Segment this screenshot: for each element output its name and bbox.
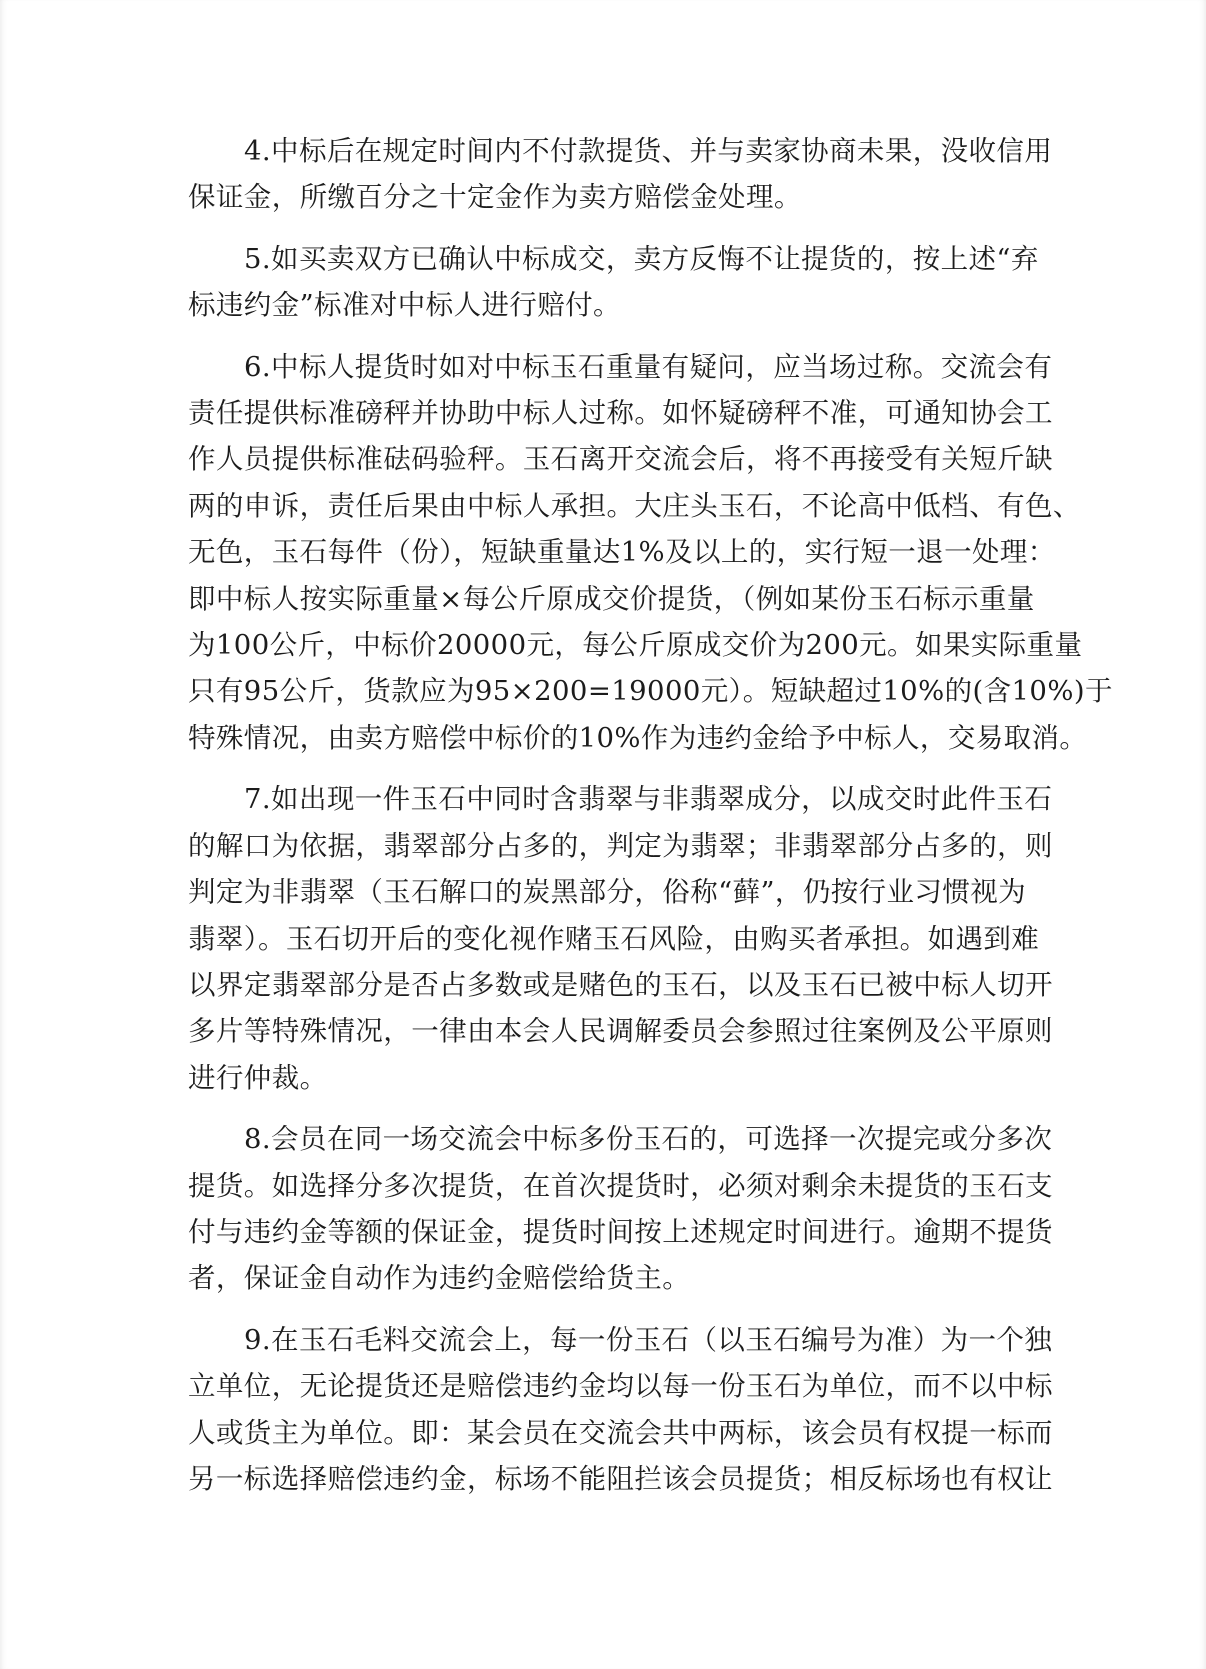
text-line: 以界定翡翠部分是否占多数或是赌色的玉石，以及玉石已被中标人切开 (188, 968, 1053, 1001)
text-line: 为100公斤，中标价20000元，每公斤原成交价为200元。如果实际重量 (188, 629, 1083, 662)
text-line: 者，保证金自动作为违约金赔偿给货主。 (188, 1262, 691, 1295)
paragraph-9 (188, 1317, 1053, 1503)
text-line: 立单位，无论提货还是赔偿违约金均以每一份玉石为单位，而不以中标 (188, 1370, 1053, 1403)
text-line: 7.如出现一件玉石中同时含翡翠与非翡翠成分，以成交时此件玉石 (244, 783, 1053, 816)
text-line: 的解口为依据，翡翠部分占多的，判定为翡翠；非翡翠部分占多的，则 (188, 829, 1053, 862)
text-line: 另一标选择赔偿违约金，标场不能阻拦该会员提货；相反标场也有权让 (188, 1462, 1053, 1495)
text-line: 标违约金”标准对中标人进行赔付。 (188, 289, 621, 322)
text-line: 进行仲裁。 (188, 1061, 328, 1094)
text-line: 5.如买卖双方已确认中标成交，卖方反悔不让提货的，按上述“弃 (244, 242, 1039, 275)
text-line: 作人员提供标准砝码验秤。玉石离开交流会后，将不再接受有关短斤缺 (188, 443, 1053, 476)
text-line: 人或货主为单位。即：某会员在交流会共中两标，该会员有权提一标而 (188, 1416, 1053, 1449)
document-body (188, 128, 1113, 1517)
text-line: 翡翠）。玉石切开后的变化视作赌玉石风险，由购买者承担。如遇到难 (188, 922, 1040, 955)
text-line: 付与违约金等额的保证金，提货时间按上述规定时间进行。逾期不提货 (188, 1215, 1053, 1248)
text-line: 保证金，所缴百分之十定金作为卖方赔偿金处理。 (188, 181, 802, 214)
text-line: 只有95公斤，货款应为95×200=19000元）。短缺超过10%的(含10%)于 (188, 675, 1113, 708)
text-line: 判定为非翡翠（玉石解口的炭黑部分，俗称“藓”，仍按行业习惯视为 (188, 876, 1027, 909)
text-line: 多片等特殊情况，一律由本会人民调解委员会参照过往案例及公平原则 (188, 1015, 1053, 1048)
paragraph-5 (188, 236, 1039, 329)
paragraph-4 (188, 128, 1053, 221)
text-line: 即中标人按实际重量×每公斤原成交价提货，（例如某份玉石标示重量 (188, 582, 1035, 615)
paragraph-6 (188, 344, 1113, 762)
text-line: 4.中标后在规定时间内不付款提货、并与卖家协商未果，没收信用 (244, 135, 1053, 167)
text-line: 特殊情况，由卖方赔偿中标价的10%作为违约金给予中标人，交易取消。 (188, 721, 1088, 754)
paragraph-7 (188, 776, 1053, 1101)
text-line: 无色，玉石每件（份），短缺重量达1%及以上的，实行短一退一处理： (188, 536, 1056, 569)
text-line: 6.中标人提货时如对中标玉石重量有疑问，应当场过称。交流会有 (244, 350, 1053, 383)
paragraph-8 (188, 1116, 1053, 1302)
text-line: 提货。如选择分多次提货，在首次提货时，必须对剩余未提货的玉石支 (188, 1169, 1053, 1202)
text-line: 责任提供标准磅秤并协助中标人过称。如怀疑磅秤不准，可通知协会工 (188, 397, 1053, 430)
text-line: 8.会员在同一场交流会中标多份玉石的，可选择一次提完或分多次 (244, 1123, 1053, 1156)
text-line: 两的申诉，责任后果由中标人承担。大庄头玉石，不论高中低档、有色、 (188, 489, 1081, 522)
text-line: 9.在玉石毛料交流会上，每一份玉石（以玉石编号为准）为一个独 (244, 1323, 1053, 1356)
